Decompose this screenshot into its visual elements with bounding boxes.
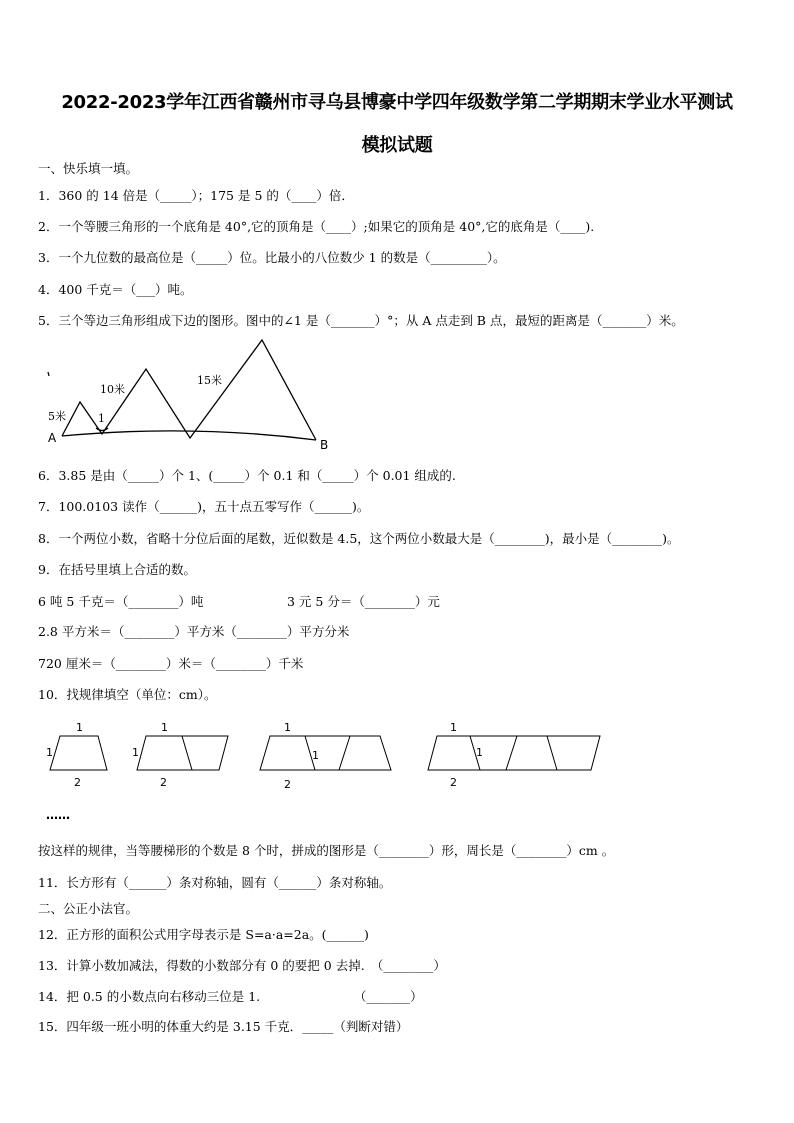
question-9d: 720 厘米＝（________）米＝（________）千米	[38, 656, 304, 671]
point-b-label: B	[320, 438, 329, 452]
triangle-figure	[40, 332, 340, 454]
question-1: 1．360 的 14 倍是（_____）；175 是 5 的（____）倍．	[38, 188, 354, 203]
question-3: 3．一个九位数的最高位是（_____）位。比最小的八位数少 1 的数是（_________）。	[38, 250, 506, 265]
trapezoid-group-4	[428, 736, 600, 770]
angle-label: 1	[98, 412, 105, 425]
side-label: 1	[476, 746, 483, 759]
top-label: 1	[450, 721, 457, 734]
question-10b: 按这样的规律，当等腰梯形的个数是 8 个时，拼成的图形是（________）形，周长是（________）cm 。	[38, 843, 615, 858]
trapezoid-group-2	[137, 736, 228, 770]
side-label: 1	[132, 746, 139, 759]
bottom-label: 2	[284, 778, 291, 791]
section-heading-2: 二、公正小法官。	[38, 901, 139, 916]
question-10: 10．找规律填空（单位：cm）。	[38, 687, 217, 702]
trapezoid-pattern-figure	[40, 716, 610, 826]
point-a-label: A	[48, 431, 57, 445]
page-title: 2022-2023学年江西省赣州市寻乌县博豪中学四年级数学第二学期期末学业水平测试	[61, 92, 733, 113]
trapezoid-group-1	[50, 736, 107, 770]
top-label: 1	[284, 721, 291, 734]
question-9c: 2.8 平方米＝（________）平方米（________）平方分米	[38, 624, 350, 639]
question-6: 6．3.85 是由（_____）个 1、(_____）个 0.1 和（_____）个 0.01 组成的.	[38, 468, 456, 483]
tick-mark	[48, 372, 49, 376]
question-9a: 6 吨 5 千克＝（________）吨	[38, 594, 204, 609]
top-label: 1	[161, 721, 168, 734]
ellipsis: ……	[46, 808, 70, 822]
section-heading-1: 一、快乐填一填。	[38, 161, 139, 176]
trapezoid-group-3	[260, 736, 391, 770]
question-4: 4．400 千克＝（___）吨。	[38, 282, 193, 297]
question-9b: 3 元 5 分＝（________）元	[287, 594, 440, 609]
bottom-label: 2	[160, 776, 167, 789]
top-label: 1	[76, 721, 83, 734]
label-5m: 5米	[48, 410, 66, 423]
question-15: 15．四年级一班小明的体重大约是 3.15 千克．_____（判断对错）	[38, 1019, 409, 1034]
bottom-label: 2	[450, 776, 457, 789]
bottom-label: 2	[74, 776, 81, 789]
question-14: 14．把 0.5 的小数点向右移动三位是 1. （_______）	[38, 989, 423, 1004]
question-7: 7．100.0103 读作（______)，五十点五零写作（______)。	[38, 499, 370, 514]
question-8: 8．一个两位小数，省略十分位后面的尾数，近似数是 4.5，这个两位小数最大是（________)，最小是（________)。	[38, 531, 680, 546]
label-10m: 10米	[100, 383, 125, 396]
question-2: 2．一个等腰三角形的一个底角是 40°,它的顶角是（____）;如果它的顶角是 40°,它的底角是（____).	[38, 219, 595, 234]
question-11: 11．长方形有（______）条对称轴，圆有（______）条对称轴。	[38, 875, 392, 890]
label-15m: 15米	[197, 374, 222, 387]
question-9: 9．在括号里填上合适的数。	[38, 562, 196, 577]
question-13: 13．计算小数加减法，得数的小数部分有 0 的要把 0 去掉. （________）	[38, 958, 446, 973]
side-label: 1	[312, 749, 319, 762]
question-12: 12．正方形的面积公式用字母表示是 S=a·a=2a。(______)	[38, 927, 369, 942]
side-label: 1	[46, 746, 53, 759]
page-title-line2: 模拟试题	[361, 135, 433, 156]
question-5: 5．三个等边三角形组成下边的图形。图中的∠1 是（_______）°；从 A 点走到 B 点，最短的距离是（_______）米。	[38, 313, 684, 328]
